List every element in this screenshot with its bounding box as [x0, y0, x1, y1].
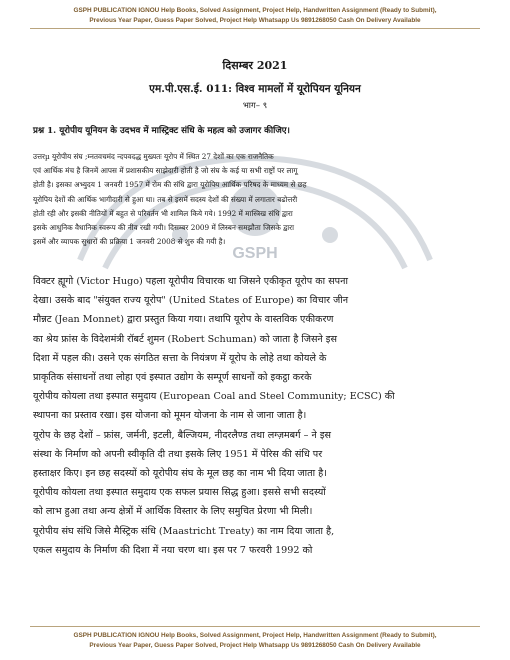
- footer-rule: [30, 626, 480, 627]
- body-line: यूरोप के छह देशों – फ्रांस, जर्मनी, इटली, बैल्जियम, नीदरलैण्ड तथा लग्ज़मबर्ग – ने इस: [33, 429, 332, 441]
- page-header: [60, 6, 450, 25]
- body-line: स्थापना का प्रस्ताव रखा। इस योजना को मूमन योजना के नाम से जाना जाता है।: [33, 410, 307, 422]
- answer-line: यूरोपिय देशों की आर्थिक भागीदारी से हुआ था। तब से इसमें सदस्य देशों की संख्या में लगातार बढोत्तरी: [33, 194, 298, 204]
- course-title: एम.पी.एस.ई. 011: विश्व मामलों में यूरोपियन यूनियन: [149, 83, 361, 95]
- page-footer: [60, 631, 450, 650]
- body-line: देखा। उसके बाद "संयुक्त राज्य यूरोप" (United States of Europe) का विचार जीन: [33, 295, 349, 307]
- body-line: यूरोपीय कोयला तथा इस्पात समुदाय (European Coal and Steel Community; ECSC) की: [33, 391, 395, 403]
- answer-line: इसके आधुनिक वैधानिक स्वरूप की नीव रखी गयी। दिसम्बर 2009 में लिस्बन समझौता जिसके द्वारा: [33, 223, 295, 233]
- header-line: Previous Year Paper, Guess Paper Solved, Project Help Whatsapp Us 9891268050 Cash On Delivery Available: [89, 16, 421, 24]
- body-line: विक्टर ह्यूगो (Victor Hugo) पहला यूरोपीय विचारक था जिसने एकीकृत यूरोप का सपना: [33, 276, 348, 287]
- body-line: मौन्नट (Jean Monnet) द्वारा प्रस्तुत किया गया। तथापि यूरोप के वास्तविक एकीकरण: [33, 314, 334, 326]
- answer-line: होती है। इसका अभ्युदय 1 जनवरी 1957 में रोम की संधि द्वारा यूरोपिय आर्थिक परिषद के माध्यम से छह: [33, 180, 307, 190]
- answer-paragraph: [33, 150, 483, 249]
- paper-month: दिसम्बर 2021: [222, 59, 288, 72]
- header-line: GSPH PUBLICATION IGNOU Help Books, Solved Assignment, Project Help, Handwritten Assignment (Ready to Submit),: [73, 7, 437, 14]
- footer-line: GSPH PUBLICATION IGNOU Help Books, Solved Assignment, Project Help, Handwritten Assignment (Ready to Submit),: [73, 632, 437, 639]
- answer-line: इसमें और व्यापक सुधारों की प्रक्रिया 1 जनवरी 2008 से शुरु की गयी है।: [33, 237, 226, 247]
- header-rule: [30, 28, 480, 29]
- body-line: संस्था के निर्माण को अपनी स्वीकृति दी तथा इसके लिए 1951 में पेरिस की संधि पर: [33, 448, 323, 460]
- part-label: भाग– ९: [242, 101, 268, 111]
- body-line: यूरोपीय कोयला तथा इस्पात समुदाय एक सफल प्रयास सिद्ध हुआ। इससे सभी सदस्यों: [33, 487, 326, 499]
- answer-line: उत्तरµ यूरोपीय संघ ;म्नतवचमंद न्दपवदद्ध मुख्यतः यूरोप में स्थित 27 देशों का एक राजनैतिक: [33, 152, 274, 161]
- body-line: दिशा में पहल की। उसने एक संगठित सत्ता के नियंत्रण में यूरोप के लोहे तथा कोयले के: [33, 352, 327, 364]
- question-1: प्रश्न 1. यूरोपीय यूनियन के उदभव में मास्ट्रिक्ट संधि के महत्व को उजागर कीजिए।: [33, 126, 290, 136]
- answer-line: होती रही और इसकी नीतियों में बहुत से परिवर्तन भी शामिल किये गये। 1992 में मास्त्रिख संधि द्वारा: [33, 208, 293, 218]
- body-line: एकल समुदाय के निर्माण की दिशा में नया चरण था। इस पर 7 फरवरी 1992 को: [33, 544, 313, 556]
- watermark-text: GSPH: [232, 245, 278, 262]
- footer-line: Previous Year Paper, Guess Paper Solved, Project Help Whatsapp Us 9891268050 Cash On Delivery Available: [89, 641, 421, 649]
- body-paragraph: [33, 272, 481, 560]
- body-line: को लाभ हुआ तथा अन्य क्षेत्रों में आर्थिक विस्तार के लिए समुचित प्रेरणा भी मिली।: [33, 506, 313, 518]
- body-line: प्राकृतिक संसाधनों तथा लोहा एवं इस्पात उद्योग के सम्पूर्ण साधनों को इकट्ठा करके: [33, 372, 312, 384]
- body-line: हस्ताक्षर किए। इन छह सदस्यों को यूरोपीय संघ के मूल छह का नाम भी दिया जाता है।: [33, 468, 327, 480]
- body-line: का श्रेय फ्रांस के विदेशमंत्री रॉबर्ट शुमन (Robert Schuman) को जाता है जिसने इस: [33, 333, 338, 345]
- answer-line: एवं आर्थिक मंच है जिनमें आपस में प्रशासकीय साझेदारी होती है जो संघ के कई या सभी राष्ट्रों पर लागू: [33, 166, 298, 176]
- body-line: यूरोपीय संघ संधि जिसे मैस्ट्रिक संधि (Maastricht Treaty) का नाम दिया जाता है,: [33, 525, 335, 537]
